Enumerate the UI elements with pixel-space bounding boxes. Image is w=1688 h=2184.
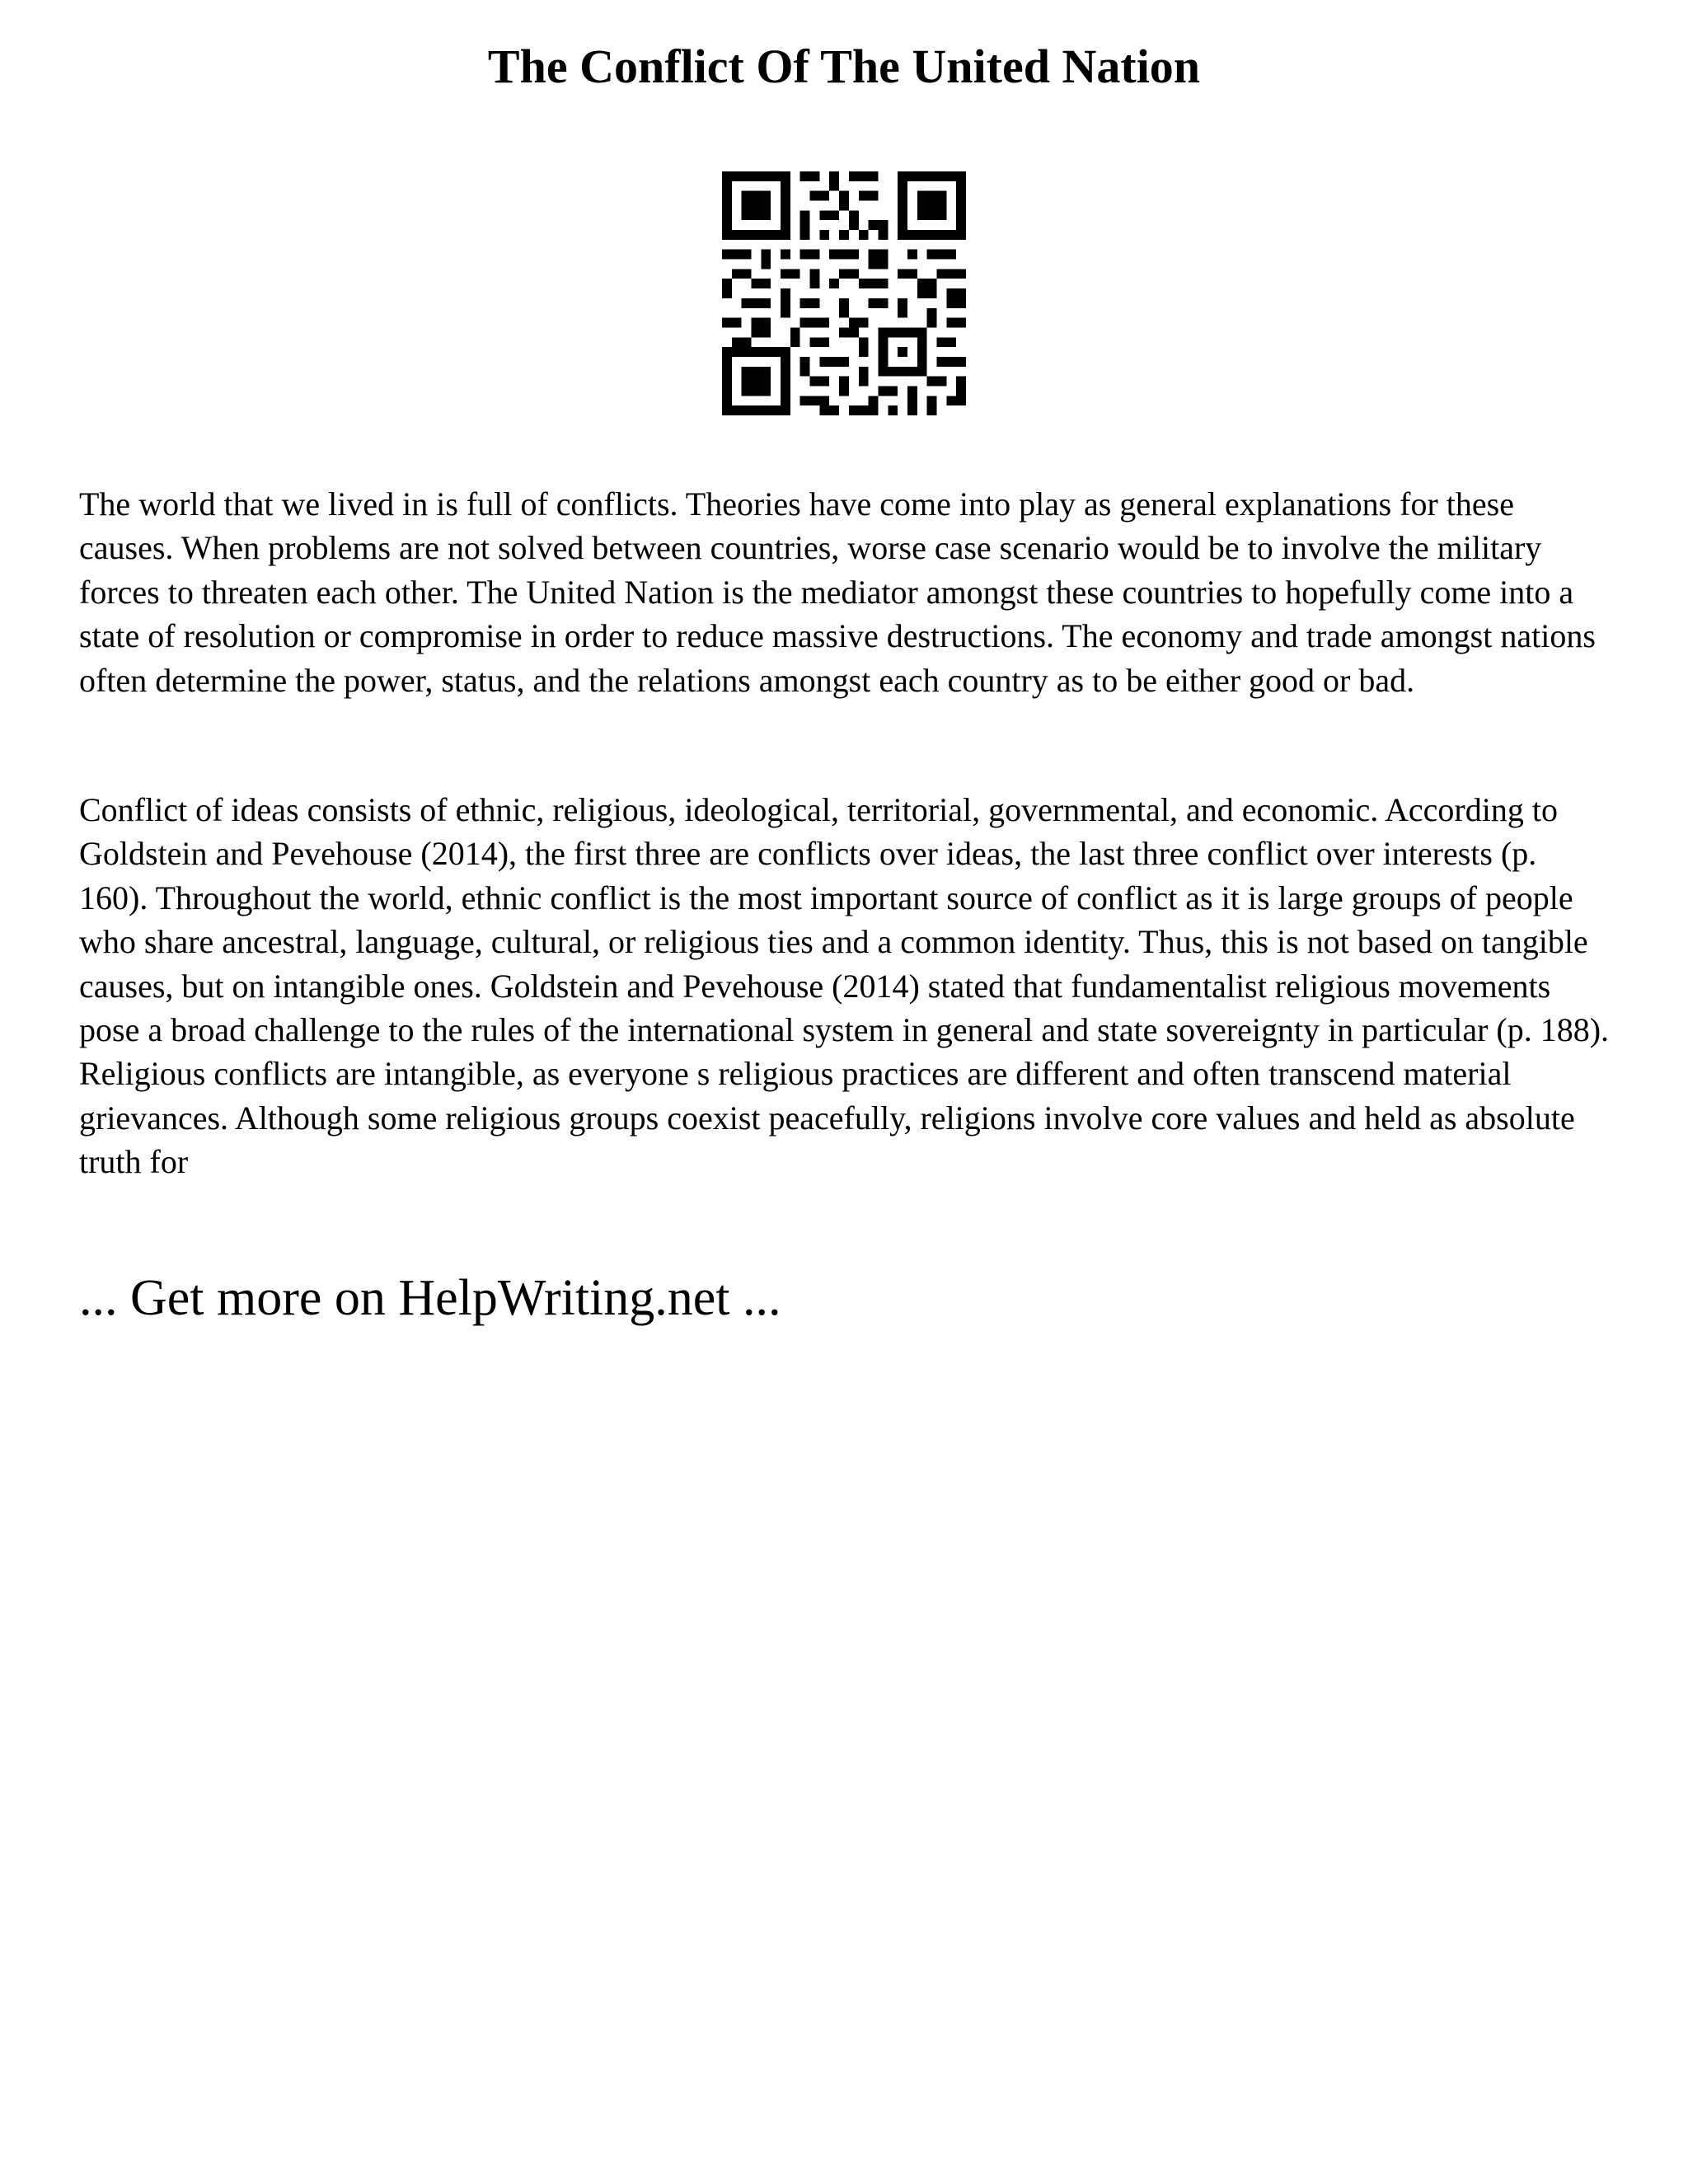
paragraph-2: Conflict of ideas consists of ethnic, religious, ideological, territorial, governmental, and economic. According to Goldstein and Pevehouse (2014), the first three are conflicts over ideas, the last three conflict over interests (p. 160). Throughout the world, ethnic conflict is the most important source of conflict as it is large groups of people who share ancestral, language, cultural, or religious ties and a common identity. Thus, this is not based on tangible causes, but on intangible ones. Goldstein and Pevehouse (2014) stated that fundamentalist religious movements pose a broad challenge to the rules of the international system in general and state sovereignty in particular (p. 188). Religious conflicts are intangible, as everyone s religious practices are different and often transcend material grievances. Although some religious groups coexist peacefully, religions involve core values and held as absolute truth for: [79, 791, 1610, 1181]
document-title: The Conflict Of The United Nation: [487, 40, 1201, 93]
get-more-link[interactable]: ... Get more on HelpWriting.net ...: [79, 1270, 781, 1326]
qr-code-icon: [722, 171, 966, 415]
paragraph-1: The world that we lived in is full of conflicts. Theories have come into play as general explanations for these causes. When problems are not solved between countries, worse case scenario would be to involve the military forces to threaten each other. The United Nation is the mediator amongst these countries to hopefully come into a state of resolution or compromise in order to reduce massive destructions. The economy and trade amongst nations often determine the power, status, and the relations amongst each country as to be either good or bad.: [79, 485, 1596, 699]
qr-code-graphic: [722, 171, 966, 415]
